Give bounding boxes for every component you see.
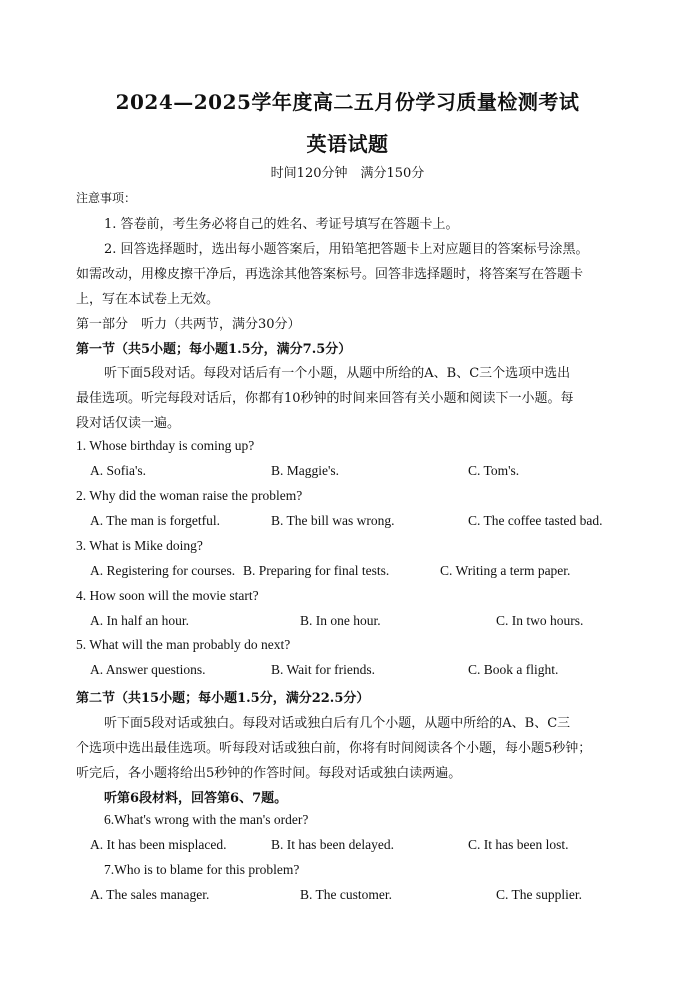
- section1-instruction-line-2: 最佳选项。听完每段对话后，你都有10秒钟的时间来回答有关小题和阅读下一小题。每: [76, 391, 574, 406]
- question-stem: 4. How soon will the movie start?: [76, 588, 259, 603]
- note-item-1: 1. 答卷前，考生务必将自己的姓名、考证号填写在答题卡上。: [104, 217, 459, 232]
- question-stem: 1. Whose birthday is coming up?: [76, 438, 255, 453]
- option-a: A. The man is forgetful.: [90, 513, 220, 528]
- question-stem: 3. What is Mike doing?: [76, 538, 203, 553]
- question-stem: 2. Why did the woman raise the problem?: [76, 488, 303, 503]
- part1-heading: 第一部分 听力（共两节，满分30分）: [76, 317, 301, 332]
- note-item-2-line-2: 如需改动，用橡皮擦干净后，再选涂其他答案标号。回答非选择题时，将答案写在答题卡: [76, 267, 584, 282]
- option-a: A. The sales manager.: [90, 887, 210, 902]
- option-b: B. Wait for friends.: [271, 662, 376, 677]
- option-a: A. In half an hour.: [90, 613, 189, 628]
- option-a: A. Sofia's.: [90, 463, 147, 478]
- question-stem: 7.Who is to blame for this problem?: [104, 862, 300, 877]
- option-c: C. The supplier.: [496, 887, 582, 902]
- option-b: B. Preparing for final tests.: [243, 563, 390, 578]
- option-a: A. It has been misplaced.: [90, 837, 227, 852]
- option-b: B. The bill was wrong.: [271, 513, 395, 528]
- section1-instruction-line-3: 段对话仅读一遍。: [76, 416, 181, 431]
- option-a: A. Registering for courses.: [90, 563, 236, 578]
- section1-instruction-line-1: 听下面5段对话。每段对话后有一个小题，从题中所给的A、B、C三个选项中选出: [104, 366, 571, 381]
- option-b: B. Maggie's.: [271, 463, 340, 478]
- subject-title: 英语试题: [306, 132, 389, 156]
- option-c: C. Book a flight.: [468, 662, 559, 677]
- time-score-line: 时间120分钟 满分150分: [270, 166, 425, 181]
- section2-instruction-line-3: 听完后，各小题将给出5秒钟的作答时间。每段对话或独白读两遍。: [76, 766, 462, 781]
- option-b: B. The customer.: [300, 887, 392, 902]
- exam-title: 2024—2025学年度高二五月份学习质量检测考试: [115, 90, 580, 114]
- option-b: B. In one hour.: [300, 613, 381, 628]
- section1-heading: 第一节（共5小题；每小题1.5分，满分7.5分）: [76, 342, 352, 357]
- option-c: C. It has been lost.: [468, 837, 569, 852]
- option-b: B. It has been delayed.: [271, 837, 394, 852]
- option-c: C. Writing a term paper.: [440, 563, 571, 578]
- note-item-2-line-3: 上，写在本试卷上无效。: [76, 292, 220, 307]
- section2-heading: 第二节（共15小题；每小题1.5分，满分22.5分）: [76, 691, 370, 706]
- option-a: A. Answer questions.: [90, 662, 206, 677]
- section2-instruction-line-2: 个选项中选出最佳选项。听每段对话或独白前，你将有时间阅读各个小题，每小题5秒钟；: [76, 741, 592, 756]
- section2-instruction-line-1: 听下面5段对话或独白。每段对话或独白后有几个小题，从题中所给的A、B、C三: [104, 716, 571, 731]
- question-stem: 6.What's wrong with the man's order?: [104, 812, 309, 827]
- option-c: C. Tom's.: [468, 463, 520, 478]
- notes-heading: 注意事项：: [76, 191, 137, 205]
- material-heading: 听第6段材料，回答第6、7题。: [104, 791, 288, 806]
- option-c: C. In two hours.: [496, 613, 584, 628]
- note-item-2-line-1: 2. 回答选择题时，选出每小题答案后，用铅笔把答题卡上对应题目的答案标号涂黑。: [104, 242, 589, 257]
- question-stem: 5. What will the man probably do next?: [76, 637, 291, 652]
- option-c: C. The coffee tasted bad.: [468, 513, 603, 528]
